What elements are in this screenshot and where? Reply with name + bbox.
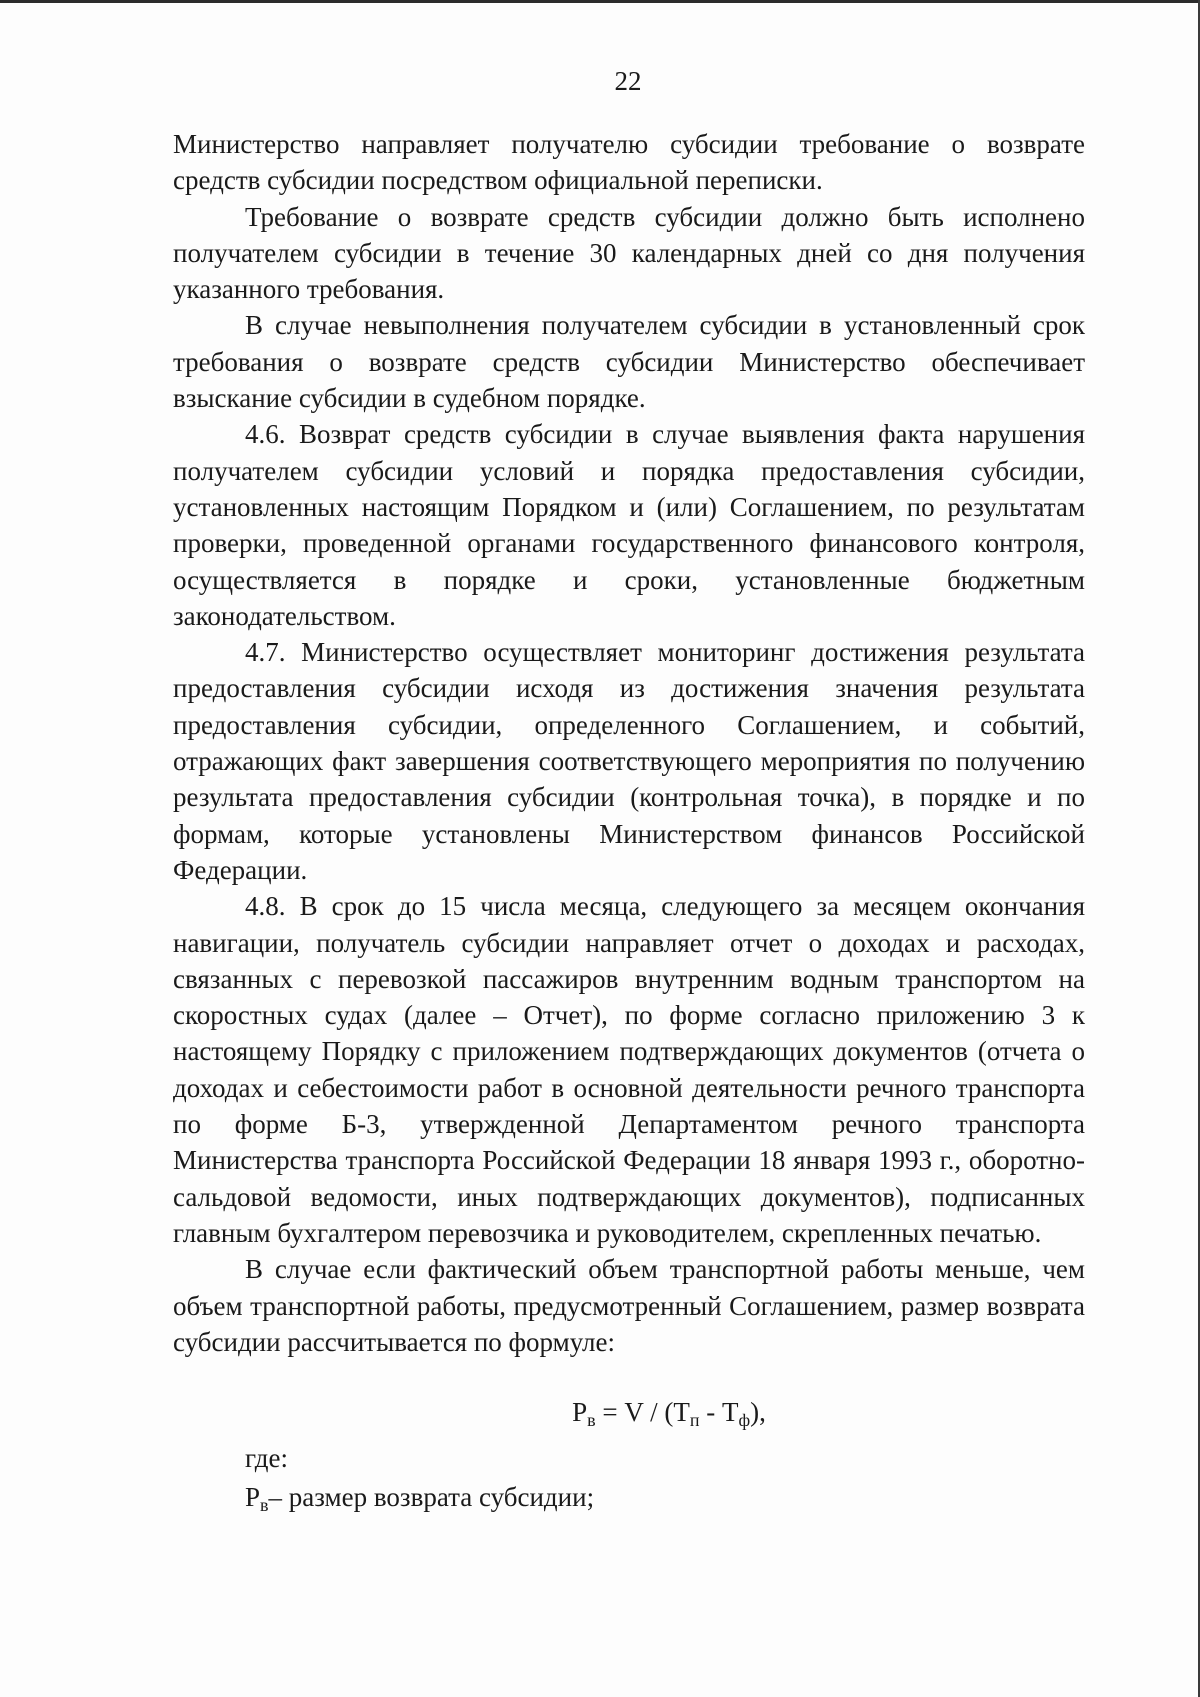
formula-minus: - Т — [699, 1397, 739, 1428]
paragraph: В случае если фактический объем транспортной работы меньше, чем объем транспортной работы, предусмотренный Соглашением, размер возврата субсидии рассчитывается по формуле: — [173, 1254, 1085, 1357]
paragraph-4-8: 4.8. В срок до 15 числа месяца, следующего за месяцем окончания навигации, получатель субсидии направляет отчет о доходах и расходах, связанных с перевозкой пассажиров внутренним водным транспортом на скоростных судах (далее – Отчет), по форме согласно приложению 3 к настоящему Порядку с приложением подтверждающих документов (отчета о доходах и себестоимости работ в основной деятельности речного транспорта по форме Б-3, утвержденной Департаментом речного транспорта Министерства транспорта Российской Федерации 18 января 1993 г., оборотно-сальдовой ведомости, иных подтверждающих документов), подписанных главным бухгалтером перевозчика и руководителем, скрепленных печатью. — [173, 891, 1085, 1248]
definition-symbol-sub: в — [260, 1494, 269, 1515]
formula-lhs: Р — [572, 1397, 588, 1428]
paragraph-4-6: 4.6. Возврат средств субсидии в случае выявления факта нарушения получателем субсидии условий и порядка предоставления субсидии, установленных настоящим Порядком и (или) Соглашением, по результатам проверки, проведенной органами государственного финансового контроля, осуществляется в порядке и сроки, установленные бюджетным законодательством. — [173, 419, 1085, 631]
formula — [173, 1360, 1085, 1440]
document-body — [173, 126, 1085, 1515]
definition-symbol: Р — [245, 1481, 261, 1512]
paragraph: Министерство направляет получателю субсидии требование о возврате средств субсидии посредством официальной переписки. — [173, 129, 1085, 196]
paragraph: В случае невыполнения получателем субсидии в установленный срок требования о возврате средств субсидии Министерство обеспечивает взыскание субсидии в судебном порядке. — [173, 310, 1085, 414]
definition — [173, 1479, 1085, 1515]
page-number: 22 — [614, 66, 642, 96]
paragraph-4-7: 4.7. Министерство осуществляет мониторинг достижения результата предоставления субсидии исходя из достижения значения результата предоставления субсидии, определенного Соглашением, и событий, отражающих факт завершения соответствующего мероприятия по получению результата предоставления субсидии (контрольная точка), в порядке и по формам, которые установлены Министерством финансов Российской Федерации. — [173, 637, 1085, 885]
scan-edge-top — [0, 0, 1200, 3]
formula-end: ), — [750, 1397, 766, 1428]
paragraph: Требование о возврате средств субсидии должно быть исполнено получателем субсидии в течение 30 календарных дней со дня получения указанного требования. — [173, 201, 1085, 305]
where-label: где: — [245, 1443, 288, 1474]
formula-mid: = V / (Т — [595, 1397, 690, 1428]
formula-t1-sub: п — [689, 1410, 700, 1431]
formula-t2-sub: ф — [738, 1410, 751, 1431]
definition-text: – размер возврата субсидии; — [268, 1481, 595, 1512]
formula-lhs-sub: в — [587, 1410, 596, 1431]
